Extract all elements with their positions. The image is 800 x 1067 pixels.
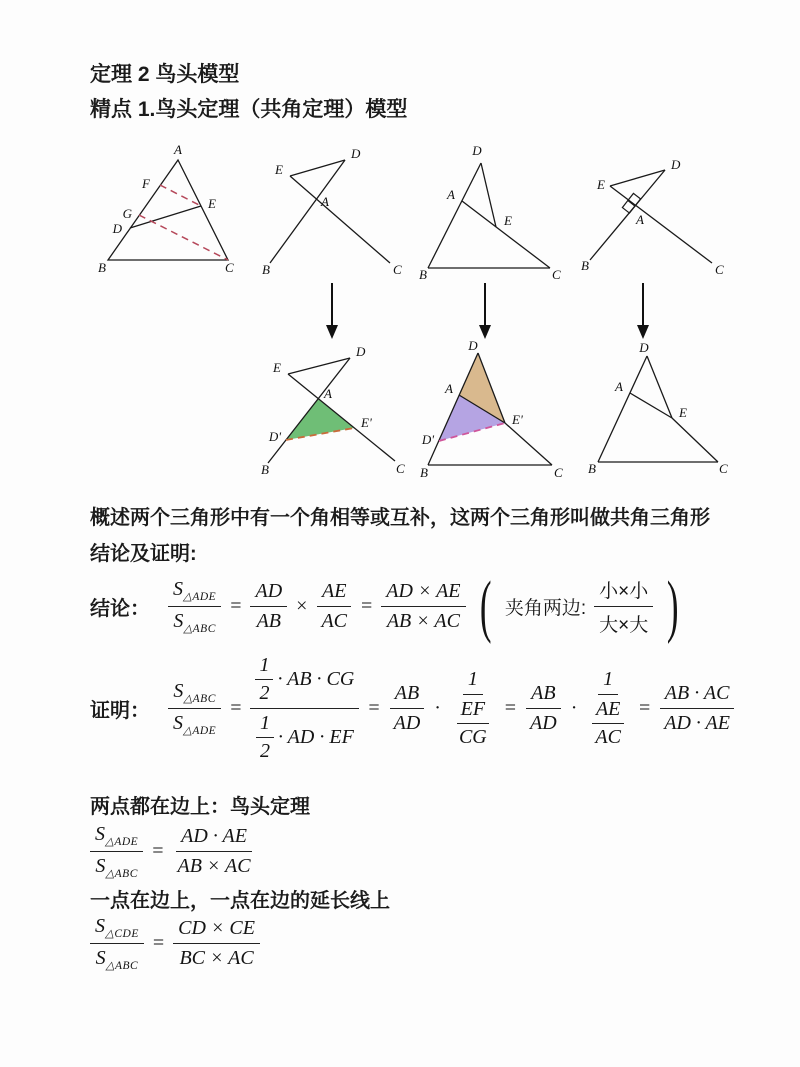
segment-eprime-c [505,423,552,465]
vertex-label-d-prime: D' [268,429,281,444]
conclusion-label: 结论： [90,597,150,620]
times-sign: × [296,594,308,617]
equals-sign: = [230,594,242,617]
overview-line-1: 概述两个三角形中有一个角相等或互补，这两个三角形叫做共角三角形 [90,507,710,529]
dashed-fe [160,185,201,206]
vertex-label-b: B [581,258,589,273]
vertex-label-c: C [554,465,563,480]
fraction-ae-ac: $\frac{AE}{AC}$ [316,579,352,634]
overview-paragraph [90,500,750,572]
vertex-label-f: F [142,176,150,191]
section-title-both-on-side: 两点都在边上：鸟头定理 [90,796,310,818]
vertex-label-a: A [174,142,182,157]
right-parenthesis: ) [667,567,679,645]
birdhead-formula [90,818,256,884]
down-arrow-icon [635,283,651,339]
fraction-ef-cg: $\frac{EF}{CG}$ [455,698,491,749]
vertex-label-e: E [208,196,216,211]
vertex-label-e-prime: E' [512,412,523,427]
vertex-label-a: A [636,212,644,227]
segment-ae [630,393,672,418]
segment-ed [290,160,345,176]
diagram-extension-plain [575,338,735,483]
vertex-label-a: A [324,386,332,401]
dot-sign: · [434,696,441,719]
arrow-head [479,325,491,339]
diagram-extension-shaded [415,338,575,483]
fraction-area-ratio: $\frac{S_{\triangle ADE}}{S_{\triangle ABC}}$ [90,822,143,881]
equals-sign: = [152,839,164,862]
fraction-ab-ad: $\frac{AB}{AD}$ [389,681,426,736]
vertex-label-d: D [671,157,681,172]
vertex-label-e-prime: E' [361,415,372,430]
vertex-label-d: D [351,146,361,161]
vertex-label-e: E [273,360,281,375]
diagram-bowtie-shaded-green [255,338,415,483]
paren-annotation-text: 夹角两边: [504,597,587,619]
down-arrow-icon [477,283,493,339]
vertex-label-c: C [225,260,234,275]
vertex-label-a: A [615,379,623,394]
fraction-one-over-ef-cg: $\frac{1}{\frac{EF}{CG}}$ [450,667,496,750]
vertex-label-c: C [715,262,724,277]
fraction-area-ratio: $\frac{S_{\triangle ABC}}{S_{\triangle ADE}}$ [168,679,221,738]
vertex-label-d-prime: D' [421,432,434,447]
fraction-ab-ad: $\frac{AB}{AD}$ [525,681,562,736]
fraction-ad-ab: $\frac{AD}{AB}$ [250,579,287,634]
vertex-label-d: D [639,340,649,355]
equals-sign: = [504,696,517,719]
vertex-label-d: D [468,338,478,353]
vertex-label-a: A [321,194,329,209]
dashed-gc [139,215,228,260]
vertex-label-a: A [445,381,453,396]
vertex-label-c: C [393,262,402,277]
fraction-half-products: $\frac{1}{2}$ · AB · CG $\frac{1}{2}$ · AD · EF [250,653,359,764]
segment-ed [610,170,665,186]
vertex-label-b: B [261,462,269,477]
fraction-area-ratio: $\frac{S_{\triangle ADE}}{S_{\triangle ABC}}$ [168,577,221,636]
dot-sign: · [570,696,578,719]
extension-formula [90,910,260,976]
fraction-one-half: $\frac{1}{2}$ [255,654,273,705]
segment-bd [598,356,647,462]
fraction-cd-ce-over-bc-ac: $\frac{CD \times CE}{BC \times AC}$ [173,916,260,971]
diagram-bowtie-right-angle [575,138,735,283]
overview-line-2: 结论及证明: [90,543,197,565]
left-parenthesis: ( [479,567,491,645]
vertex-label-g: G [122,206,132,221]
equals-sign: = [638,696,651,719]
segment-de [130,206,201,228]
equals-sign: = [152,931,165,954]
fraction-area-ratio: $\frac{S_{\triangle CDE}}{S_{\triangle ABC}}$ [90,914,144,973]
diagram-triangle-cevians [88,138,248,283]
vertex-label-e: E [597,177,605,192]
fraction-one-over-ae-ac: $\frac{1}{\frac{AE}{AC}}$ [586,667,630,750]
diagram-bowtie [255,138,415,283]
vertex-label-e: E [275,162,283,177]
segment-ec [672,418,718,462]
vertex-label-b: B [420,465,428,480]
vertex-label-b: B [262,262,270,277]
vertex-label-e: E [679,405,687,420]
fraction-ad-ae-over-ab-ac: $\frac{AD \cdot AE}{AB \times AC}$ [177,824,251,877]
diagram-point-on-extension [415,138,575,283]
equals-sign: = [361,594,373,617]
segment-ed [288,358,350,374]
down-arrow-icon [324,283,340,339]
fraction-product-ratio: $\frac{AD \times AE}{AB \times AC}$ [381,579,465,634]
vertex-label-c: C [552,267,561,282]
vertex-label-a: A [447,187,455,202]
segment-ce [290,176,390,263]
fraction-one-half: $\frac{1}{2}$ [256,712,274,763]
vertex-label-b: B [98,260,106,275]
page-subtitle: 精点 1.鸟头定理（共角定理）模型 [90,98,408,121]
arrow-head [326,325,338,339]
proof-formula [90,650,735,766]
vertex-label-d: D [356,344,366,359]
right-angle-marks [622,193,640,213]
fraction-ae-ac: $\frac{AE}{AC}$ [591,698,625,749]
conclusion-formula [90,567,685,645]
arrow-head [637,325,649,339]
proof-label: 证明： [90,699,150,722]
segment-de [647,356,672,418]
vertex-label-d: D [112,221,122,236]
vertex-label-d: D [472,143,482,158]
vertex-label-b: B [419,267,427,282]
page-title: 定理 2 鸟头模型 [90,63,240,86]
equals-sign: = [230,696,242,719]
equals-sign: = [368,696,380,719]
vertex-label-c: C [719,461,728,476]
segment-bd [428,163,481,268]
segment-ac [462,201,550,268]
vertex-label-c: C [396,461,405,476]
segment-ec [610,186,712,263]
vertex-label-b: B [588,461,596,476]
section-title-one-on-extension: 一点在边上，一点在边的延长线上 [90,890,390,912]
vertex-label-e: E [504,213,512,228]
fraction-final-products: $\frac{AB \cdot AC}{AD \cdot AE}$ [659,681,735,736]
fraction-small-large: $\frac{\text{小×小}}{\text{大×大}}$ [594,575,653,638]
